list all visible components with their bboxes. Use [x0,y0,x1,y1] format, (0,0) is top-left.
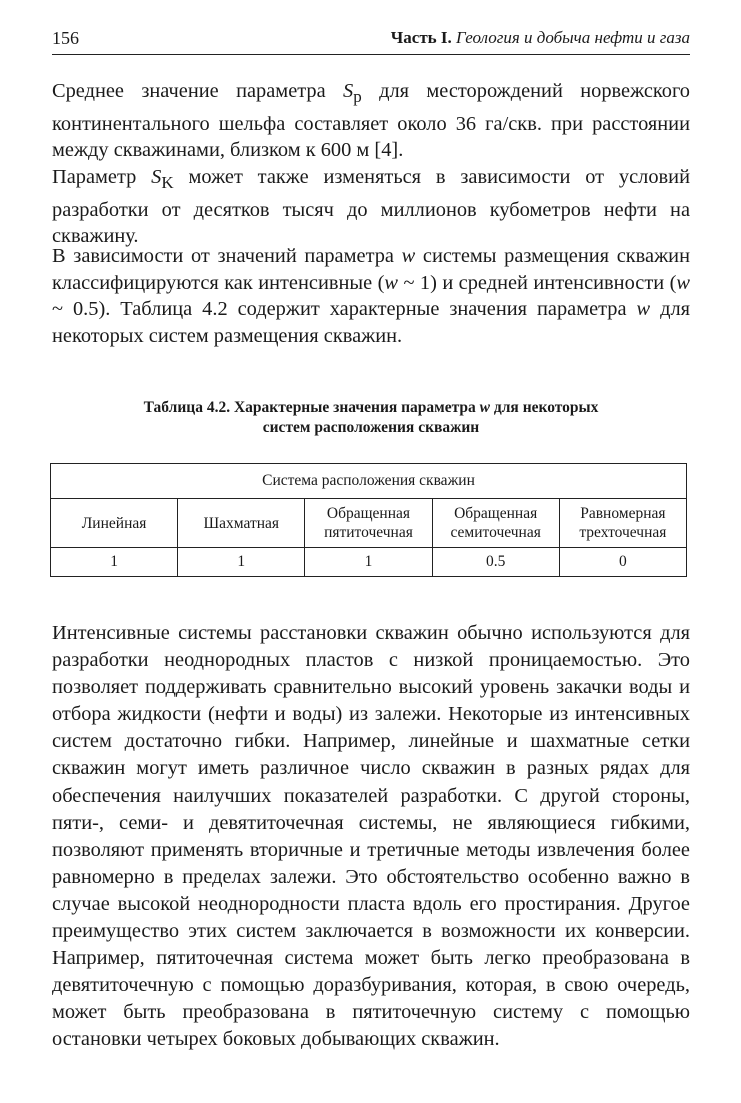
text-run: ~ 1) и средней интенсивности ( [398,271,677,294]
header-line: Равномерная [580,505,666,522]
column-header-uniform-three-spot [559,499,686,548]
running-title [391,28,690,48]
header-line: семиточечная [450,524,541,541]
header-line: Обращенная [326,505,411,522]
paragraph-sp-average [52,78,690,164]
text-run: Среднее значение параметра [52,80,344,102]
table-cell: 0 [559,548,686,577]
text-run: для месторождений норвежского континентального шельфа составляет около 36 га/скв. при расстоянии между скважинами, близком к 600 м [4]. [52,80,690,162]
header-line: Обращенная [454,505,538,522]
table-row [51,548,687,577]
table-group-header-row [51,464,687,499]
paragraph-intensive-systems: Интенсивные системы расстановки скважин обычно используются для разработки неоднородных пластов с низкой проницаемостью. Это позволяет поддерживать сравнительно высокий уровень закачки воды и отбора жидкости (нефти и воды) из залежи. Некоторые из интенсивных систем достаточно гибки. Например, линейные и шахматные сетки скважин могут иметь различное число скважин в разных рядах для обеспечения наилучших показателей разработки. С другой стороны, пяти-, семи- и девятиточечная системы, не являющиеся гибкими, позволяют применять вторичные и третичные методы извлечения более равномерно в пределах залежи. Это обстоятельство особенно важно в случае высокой неоднородности пласта вдоль его простирания. Другое преимущество этих систем заключается в возможности их конверсии. Например, пятиточечная система может быть легко преобразована в девятиточечную с помощью доразбуривания, которая, в свою очередь, может быть преобразована в пятиточечную систему с помощью остановки четырех боковых добывающих скважин. [52,622,690,1051]
column-header-inverted-seven-spot [432,499,559,548]
table-cell: 1 [51,548,178,577]
table-cell: 1 [178,548,305,577]
well-pattern-table [50,463,687,577]
paragraph-sk-parameter [52,164,690,250]
part-subject: Геология и добыча нефти и газа [456,28,690,47]
text-run: ~ 0.5). Таблица 4.2 содержит характерные значения параметра [52,298,637,320]
running-header [52,22,690,55]
caption-text: для некоторых [490,399,599,416]
text-run: В зависимости от значений параметра [52,245,402,267]
param-subscript: K [161,173,174,193]
paragraph-w-classification [52,243,690,349]
column-header-inverted-five-spot [305,499,432,548]
param-subscript: p [353,87,362,107]
table-column-header-row [51,499,687,548]
table-cell: 1 [305,548,432,577]
table-caption [52,398,690,438]
column-header-staggered: Шахматная [178,499,305,548]
caption-line-2: систем расположения скважин [262,419,480,436]
text-run: для некоторых систем размещения скважин. [52,298,690,347]
caption-param: w [479,399,491,416]
param-symbol: S [151,166,162,188]
part-label: Часть I. [390,28,452,47]
column-header-linear: Линейная [51,499,178,548]
text-run: системы размещения скважин классифицируются как интенсивные ( [52,245,691,294]
header-line: пятиточечная [324,524,413,541]
text-run: может также изменяться в зависимости от условий разработки от десятков тысяч до миллионов кубометров нефти на скважину. [52,166,690,248]
table-cell: 0.5 [432,548,559,577]
group-header: Система расположения скважин [51,464,687,499]
param-symbol: S [343,80,354,102]
param-symbol: w [636,298,651,320]
text-run: Параметр [52,166,152,188]
page-number: 156 [52,28,79,48]
param-symbol: w [676,271,691,294]
param-symbol: w [384,271,398,294]
header-line: трехточечная [579,524,667,541]
caption-text: Таблица 4.2. Характерные значения параметра [143,399,480,416]
param-symbol: w [401,245,416,267]
